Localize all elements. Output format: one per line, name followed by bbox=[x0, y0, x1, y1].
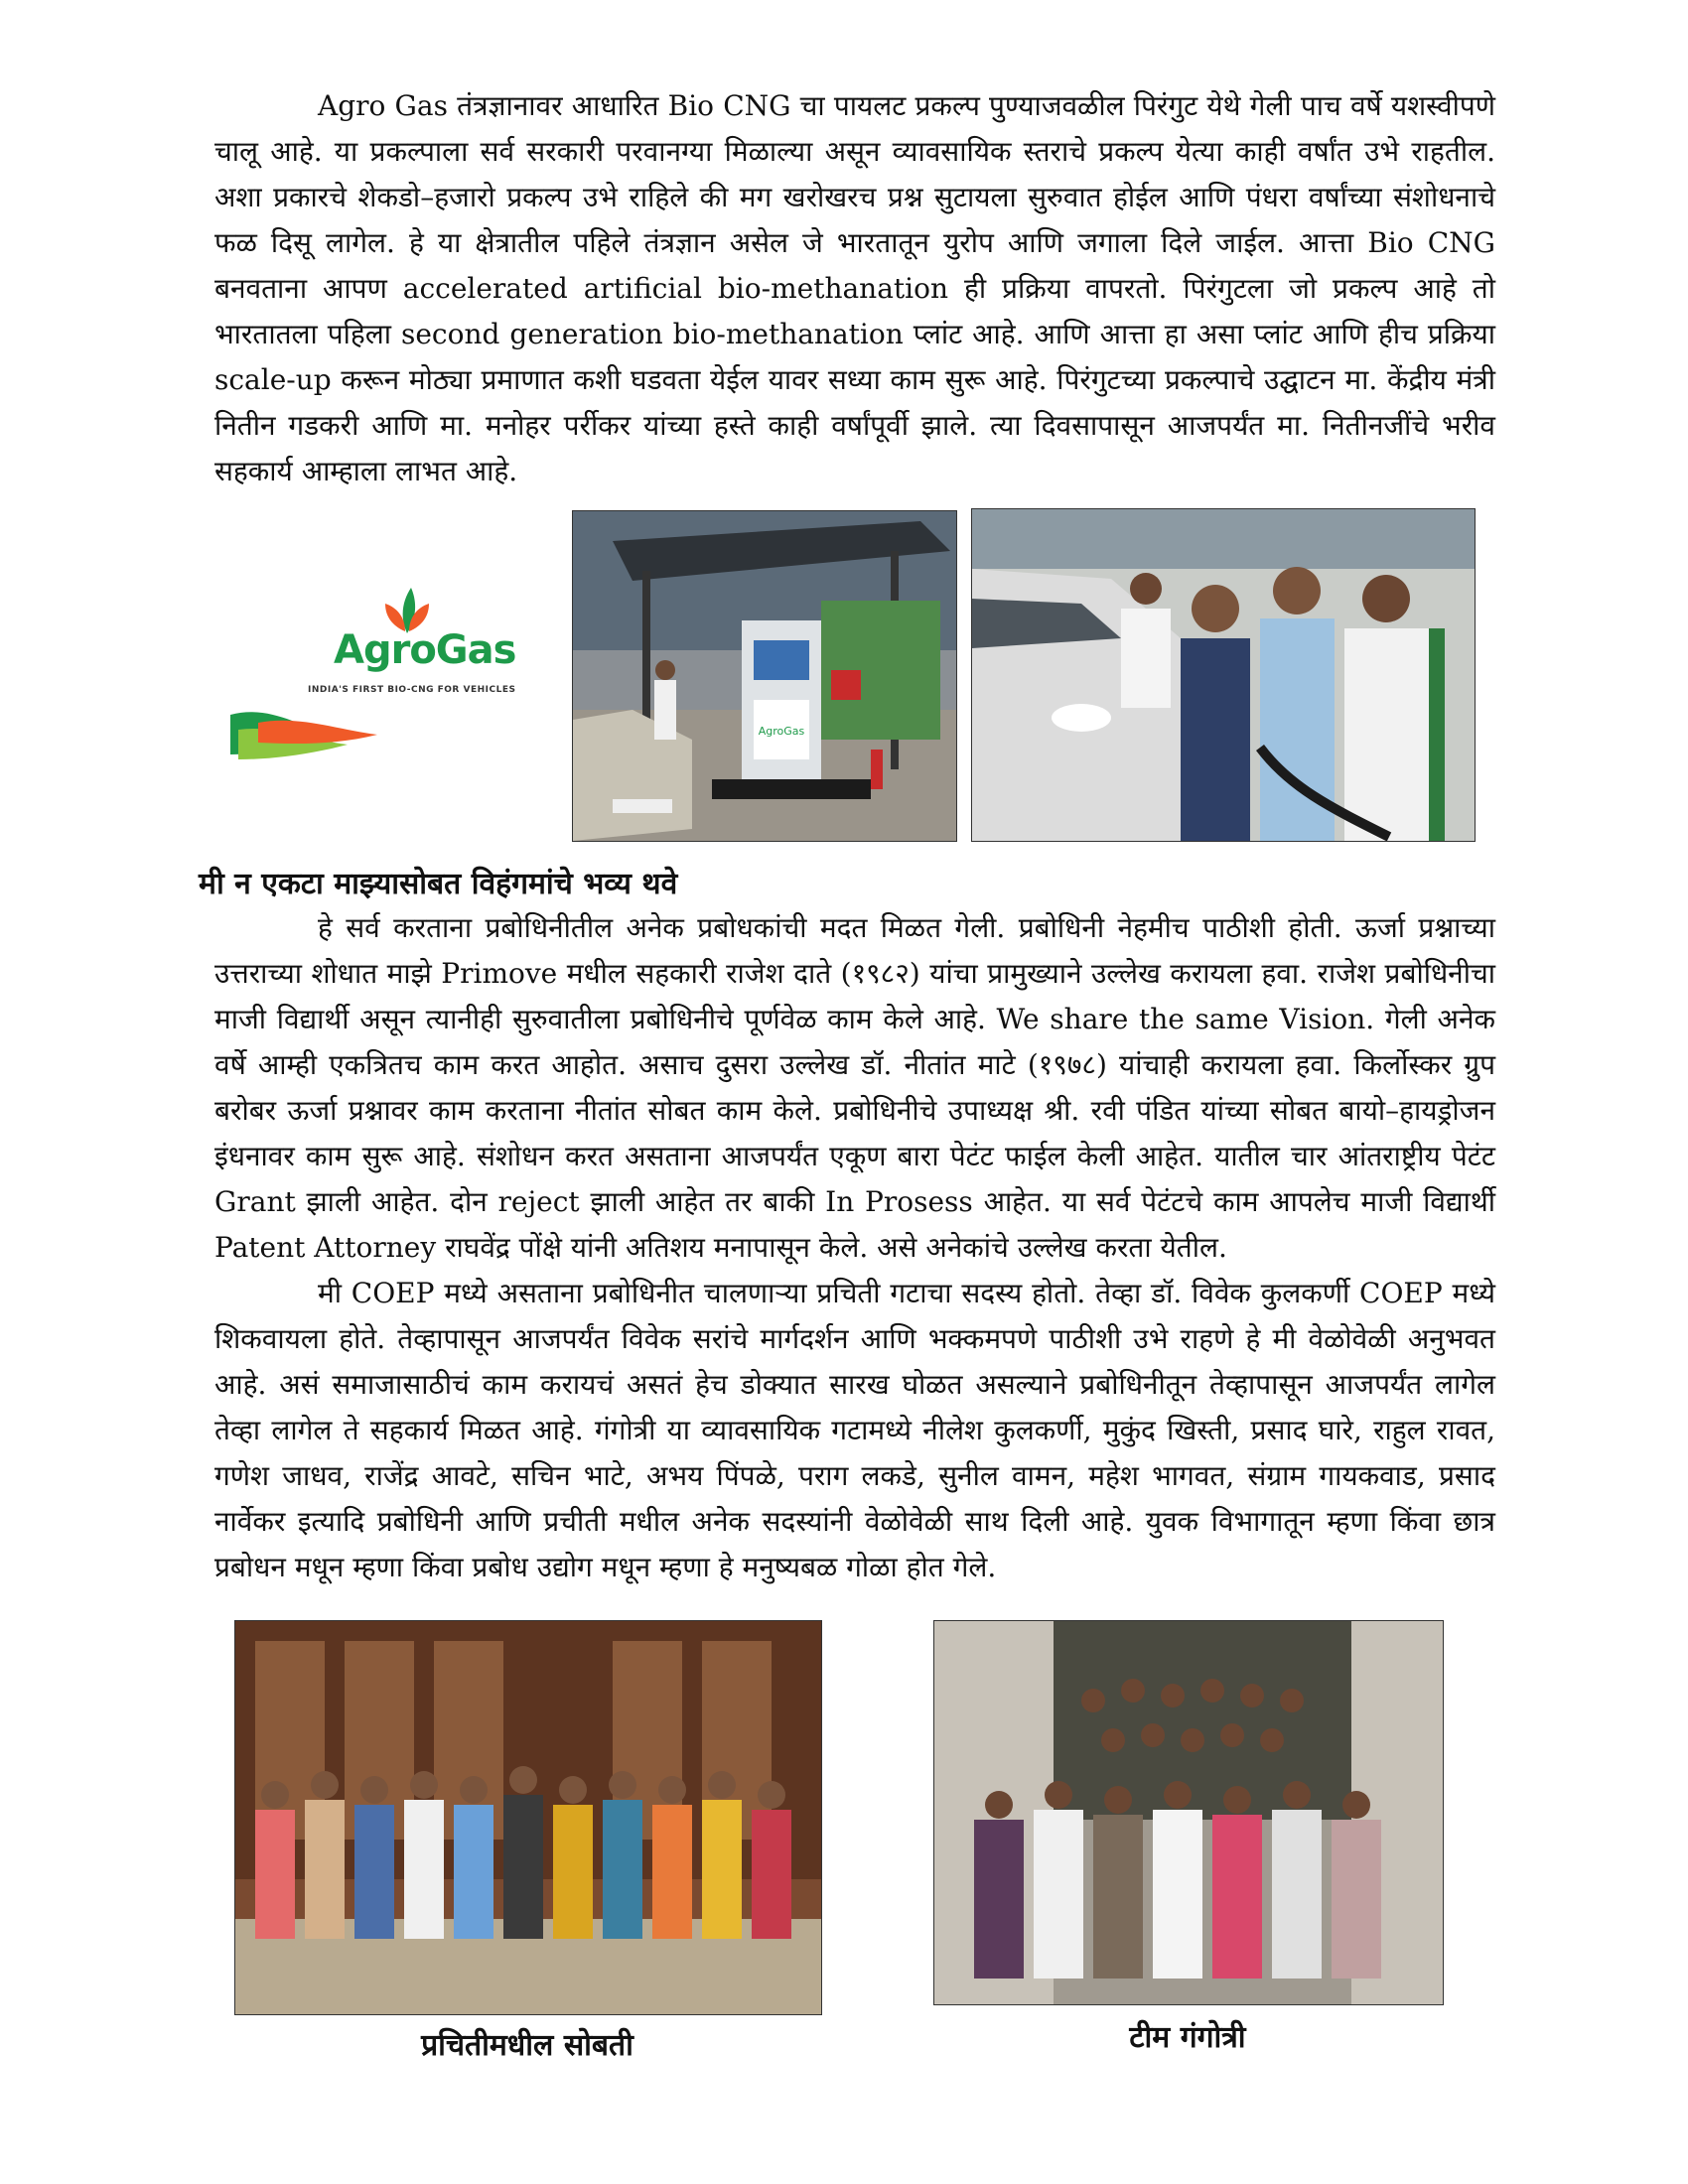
photo-cng-pump-station bbox=[572, 510, 957, 842]
paragraph-agro-gas-text: Agro Gas तंत्रज्ञानावर आधारित Bio CNG चा पायलट प्रकल्प पुण्याजवळील पिरंगुट येथे गेली पाच वर्षे यशस्वीपणे चालू आहे. या प्रकल्पाला सर्व सरकारी परवानग्या मिळाल्या असून व्यावसायिक स्तराचे प्रकल्प येत्या काही वर्षांत उभे राहतील. अशा प्रकारचे शेकडो–हजारो प्रकल्प उभे राहिले की मग खरोखरच प्रश्न सुटायला सुरुवात होईल आणि पंधरा वर्षांच्या संशोधनाचे फळ दिसू लागेल. हे या क्षेत्रातील पहिले तंत्रज्ञान असेल जे भारतातून युरोप आणि जगाला दिले जाईल. आत्ता Bio CNG बनवताना आपण accelerated artificial bio-methanation ही प्रक्रिया वापरतो. पिरंगुटला जो प्रकल्प आहे तो भारतातला पहिला second generation bio-methanation प्लांट आहे. आणि आत्ता हा असा प्लांट आणि हीच प्रक्रिया scale-up करून मोठ्या प्रमाणात कशी घडवता येईल यावर सध्या काम सुरू आहे. पिरंगुटच्या प्रकल्पाचे उद्घाटन मा. केंद्रीय मंत्री नितीन गडकरी आणि मा. मनोहर पर्रीकर यांच्या हस्ते काही वर्षांपूर्वी झाले. त्या दिवसापासून आजपर्यंत मा. नितीनजींचे भरीव सहकार्य आम्हाला लाभत आहे. bbox=[214, 89, 1495, 487]
paragraph-prabodhini-help-text: हे सर्व करताना प्रबोधिनीतील अनेक प्रबोधकांची मदत मिळत गेली. प्रबोधिनी नेहमीच पाठीशी होती. ऊर्जा प्रश्नाच्या उत्तराच्या शोधात माझे Primove मधील सहकारी राजेश दाते (१९८२) यांचा प्रामुख्याने उल्लेख करायला हवा. राजेश प्रबोधिनीचा माजी विद्यार्थी असून त्यानीही सुरुवातीला प्रबोधिनीचे पूर्णवेळ काम केले आहे. We share the same Vision. गेली अनेक वर्षे आम्ही एकत्रितच काम करत आहोत. असाच दुसरा उल्लेख डॉ. नीतांत माटे (१९७८) यांचाही करायला हवा. किर्लोस्कर ग्रुप बरोबर ऊर्जा प्रश्नावर काम करताना नीतांत सोबत काम केले. प्रबोधिनीचे उपाध्यक्ष श्री. रवी पंडित यांच्या सोबत बायो–हायड्रोजन इंधनावर काम सुरू आहे. संशोधन करत असताना आजपर्यंत एकूण बारा पेटंट फाईल केली आहेत. यातील चार आंतराष्ट्रीय पेटंट Grant झाली आहेत. दोन reject झाली आहेत तर बाकी In Prosess आहेत. या सर्व पेटंटचे काम आपलेच माजी विद्यार्थी Patent Attorney राघवेंद्र पोंक्षे यांनी अतिशय मनापासून केले. असे अनेकांचे उल्लेख करता येतील. bbox=[214, 911, 1495, 1264]
section-heading: मी न एकटा माझ्यासोबत विहंगमांचे भव्य थवे bbox=[199, 867, 678, 901]
photo-gangotri-team bbox=[933, 1620, 1444, 2005]
paragraph-coep-pratiti bbox=[214, 1271, 1495, 1590]
agrogas-logo bbox=[228, 586, 526, 784]
photo-pratiti-group bbox=[234, 1620, 822, 2015]
agrogas-tagline: INDIA'S FIRST BIO-CNG FOR VEHICLES bbox=[308, 685, 516, 695]
caption-pratiti-group: प्रचितीमधील सोबती bbox=[421, 2028, 633, 2063]
caption-gangotri-team: टीम गंगोत्री bbox=[1129, 2020, 1246, 2055]
photo-inauguration bbox=[971, 508, 1476, 842]
agrogas-wordmark: AgroGas bbox=[334, 627, 516, 673]
svg-text:AgroGas: AgroGas bbox=[758, 725, 805, 738]
paragraph-agro-gas bbox=[214, 83, 1495, 494]
paragraph-prabodhini-help bbox=[214, 905, 1495, 1271]
paragraph-coep-pratiti-text: मी COEP मध्ये असताना प्रबोधिनीत चालणाऱ्या प्रचिती गटाचा सदस्य होतो. तेव्हा डॉ. विवेक कुलकर्णी COEP मध्ये शिकवायला होते. तेव्हापासून आजपर्यंत विवेक सरांचे मार्गदर्शन आणि भक्कमपणे पाठीशी उभे राहणे हे मी वेळोवेळी अनुभवत आहे. असं समाजासाठीचं काम करायचं असतं हेच डोक्यात सारख घोळत असल्याने प्रबोधिनीतून तेव्हापासून आजपर्यंत लागेल तेव्हा लागेल ते सहकार्य मिळत आहे. गंगोत्री या व्यावसायिक गटामध्ये नीलेश कुलकर्णी, मुकुंद खिस्ती, प्रसाद घारे, राहुल रावत, गणेश जाधव, राजेंद्र आवटे, सचिन भाटे, अभय पिंपळे, पराग लकडे, सुनील वामन, महेश भागवत, संग्राम गायकवाड, प्रसाद नार्वेकर इत्यादि प्रबोधिनी आणि प्रचीती मधील अनेक सदस्यांनी वेळोवेळी साथ दिली आहे. युवक विभागातून म्हणा किंवा छात्र प्रबोधन मधून म्हणा किंवा प्रबोध उद्योग मधून म्हणा हे मनुष्यबळ गोळा होत गेले. bbox=[214, 1277, 1495, 1583]
